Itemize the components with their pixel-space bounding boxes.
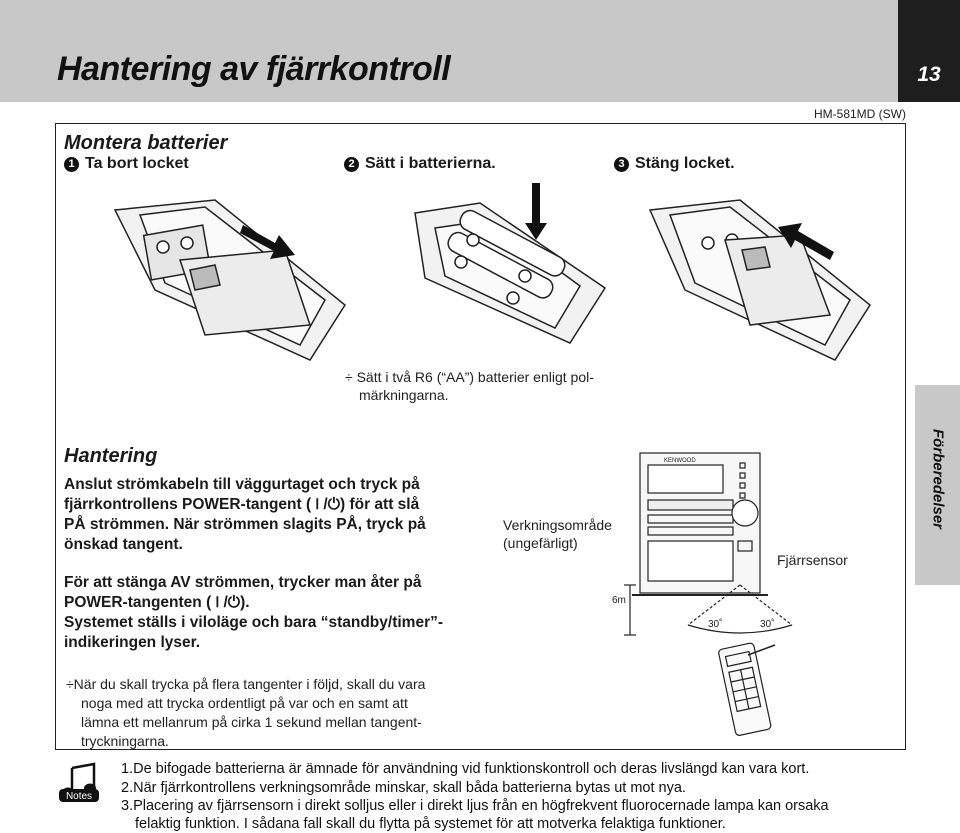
tip-line: tryckningarna.: [81, 733, 169, 749]
insert-batteries-illustration: [395, 178, 615, 348]
operation-tip: [66, 675, 486, 751]
operation-line: önskad tangent.: [64, 536, 183, 553]
page-number-tab: [898, 0, 960, 102]
operation-paragraph-1: [64, 475, 484, 555]
step-number-2: 2: [344, 157, 359, 172]
note-item-2: 2.När fjärrkontrollens verkningsområde minskar, skall båda batterierna bytas ut mot nya.: [121, 780, 686, 796]
page-title: Hantering av fjärrkontroll: [57, 50, 451, 88]
range-label-line-1: Verkningsområde: [503, 517, 612, 533]
remote-range-diagram: [600, 445, 890, 745]
note-item-3: 3.Placering av fjärrsensorn i direkt solljus eller i direkt ljus från en högfrekvent fluorocernade lampa kan orsaka: [121, 798, 829, 814]
step-number-1: 1: [64, 157, 79, 172]
range-label-line-2: (ungefärligt): [503, 535, 578, 551]
page-number: 13: [917, 63, 941, 86]
tip-line: ÷När du skall trycka på flera tangenter i följd, skall du vara: [66, 676, 426, 692]
step-close-cover: [614, 155, 735, 173]
distance-label: 6m: [612, 595, 626, 606]
step-insert-batteries: [344, 155, 496, 173]
side-tab: [915, 385, 960, 585]
stereo-brand: KENWOOD: [664, 458, 696, 464]
step-label-2: Sätt i batterierna.: [365, 155, 496, 172]
battery-heading: Montera batterier: [64, 132, 228, 154]
angle-left-label: 30˚: [708, 619, 723, 630]
angle-right-label: 30˚: [760, 619, 775, 630]
battery-note: [345, 368, 594, 404]
operation-line: PÅ strömmen. När strömmen slagits PÅ, tryck på: [64, 516, 426, 533]
close-cover-illustration: [630, 185, 890, 365]
operation-line: POWER-tangenten (⏽/⏻).: [64, 594, 250, 611]
note-item-3-cont: felaktig funktion. I sådana fall skall du flytta på systemet för att motverka felaktiga funktioner.: [135, 816, 726, 832]
operation-line: indikeringen lyser.: [64, 634, 201, 651]
operation-paragraph-2: [64, 573, 484, 653]
battery-note-line-1: Sätt i två R6 (“AA”) batterier enligt pol-: [356, 369, 594, 385]
step-label-1: Ta bort locket: [85, 155, 189, 172]
operation-line: fjärrkontrollens POWER-tangent (⏽/⏻) för att slå: [64, 496, 420, 513]
range-label: [503, 516, 612, 552]
step-remove-cover: [64, 155, 189, 173]
notes-icon: [58, 762, 100, 804]
remove-cover-illustration: [95, 185, 365, 365]
step-label-3: Stäng locket.: [635, 155, 735, 172]
tip-line: lämna ett mellanrum på cirka 1 sekund mellan tangent-: [81, 714, 422, 730]
tip-line: noga med att trycka ordentligt på var och en samt att: [81, 695, 408, 711]
side-tab-label: Förberedelser: [929, 428, 946, 530]
bullet-symbol: ÷: [345, 369, 353, 385]
notes-icon-label: Notes: [65, 791, 93, 802]
step-number-3: 3: [614, 157, 629, 172]
note-item-1: 1.De bifogade batterierna är ämnade för användning vid funktionskontroll och deras livslängd kan vara kort.: [121, 761, 810, 777]
operation-line: Systemet ställs i viloläge och bara “standby/timer”-: [64, 614, 444, 631]
operation-heading: Hantering: [64, 445, 158, 467]
sensor-label: Fjärrsensor: [777, 552, 848, 568]
model-label: HM-581MD (SW): [814, 107, 906, 121]
operation-line: För att stänga AV strömmen, trycker man åter på: [64, 574, 422, 591]
operation-line: Anslut strömkabeln till väggurtaget och tryck på: [64, 476, 420, 493]
battery-note-line-2: märkningarna.: [359, 387, 449, 403]
